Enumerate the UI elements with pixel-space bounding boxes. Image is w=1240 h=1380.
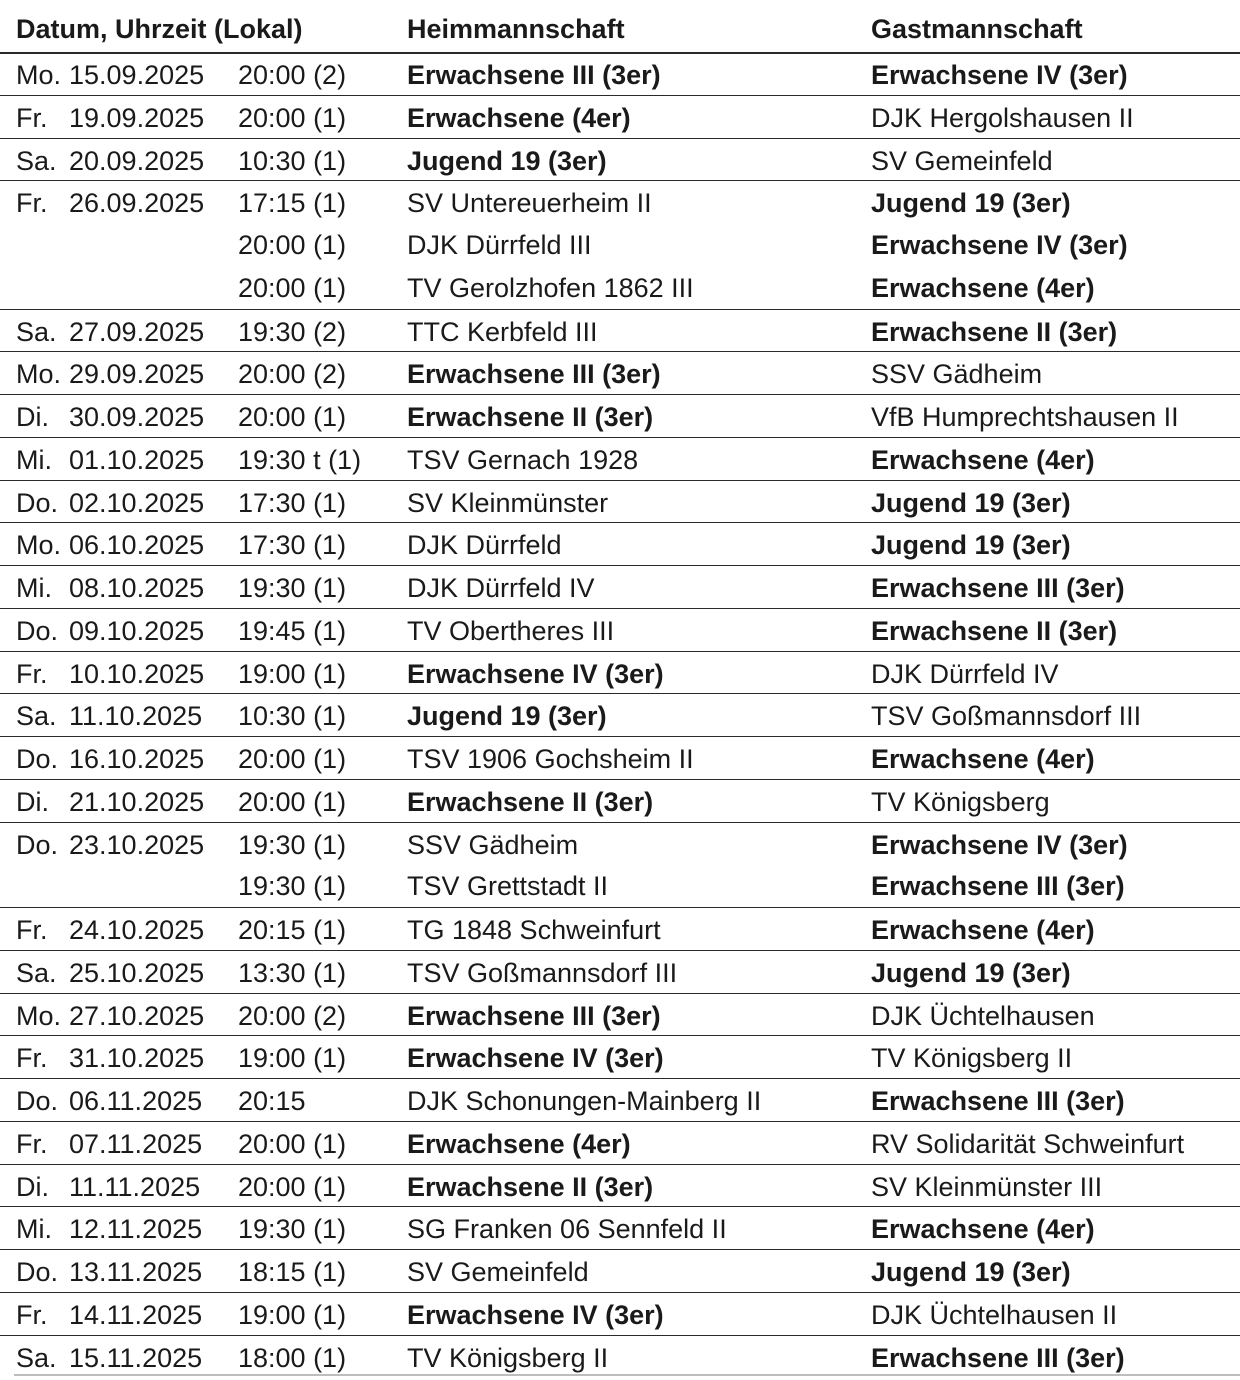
match-date: 07.11.2025 — [69, 1128, 203, 1159]
table-row — [0, 736, 1240, 779]
match-day: Fr. — [16, 102, 48, 133]
match-time: 20:00 (1) — [238, 1128, 347, 1159]
match-date: 20.09.2025 — [69, 145, 205, 176]
match-day: Do. — [16, 744, 59, 774]
home-team: TV Königsberg II — [407, 1342, 609, 1373]
match-day: Sa. — [16, 701, 57, 732]
match-date: 09.10.2025 — [69, 615, 205, 646]
table-row — [0, 138, 1240, 181]
match-date: 24.10.2025 — [69, 915, 205, 945]
match-date: 15.11.2025 — [69, 1342, 203, 1373]
table-row — [0, 693, 1240, 736]
match-day: Fr. — [16, 188, 48, 219]
match-date: 19.09.2025 — [69, 102, 205, 133]
match-date: 31.10.2025 — [69, 1043, 205, 1074]
guest-team: DJK Dürrfeld IV — [871, 658, 1059, 689]
match-day: Do. — [16, 1086, 59, 1116]
match-day: Fr. — [16, 915, 48, 945]
table-row — [0, 52, 1240, 95]
home-team: TV Obertheres III — [407, 615, 615, 646]
match-time: 20:15 — [238, 1086, 306, 1116]
match-date: 21.10.2025 — [69, 786, 205, 817]
match-time: 19:30 (1) — [238, 871, 347, 902]
match-day: Fr. — [16, 1128, 48, 1159]
match-date: 10.10.2025 — [69, 658, 205, 689]
table-row — [0, 309, 1240, 352]
match-time: 20:00 (1) — [238, 402, 347, 432]
match-day: Sa. — [16, 957, 57, 988]
home-team: DJK Schonungen-Mainberg II — [407, 1086, 762, 1116]
home-team: Erwachsene (4er) — [407, 1128, 631, 1159]
table-row — [0, 608, 1240, 651]
match-date: 02.10.2025 — [69, 487, 205, 518]
match-day: Mi. — [16, 573, 52, 603]
match-time: 17:15 (1) — [238, 188, 347, 219]
guest-team: SSV Gädheim — [871, 359, 1043, 390]
table-row — [0, 1335, 1240, 1378]
guest-team: Erwachsene IV (3er) — [871, 829, 1128, 860]
table-row — [0, 1206, 1240, 1249]
match-date: 06.10.2025 — [69, 530, 205, 561]
table-row — [0, 394, 1240, 437]
match-time: 10:30 (1) — [238, 145, 347, 176]
match-date: 12.11.2025 — [69, 1214, 203, 1245]
table-row — [0, 180, 1240, 223]
match-day: Sa. — [16, 145, 57, 176]
match-time: 20:00 (1) — [238, 1171, 347, 1202]
match-time: 20:00 (1) — [238, 230, 347, 260]
guest-team: Erwachsene III (3er) — [871, 871, 1125, 902]
match-time: 17:30 (1) — [238, 530, 347, 561]
guest-team: Erwachsene IV (3er) — [871, 230, 1128, 260]
guest-team: TSV Goßmannsdorf III — [871, 701, 1142, 732]
home-team: SV Gemeinfeld — [407, 1257, 589, 1287]
home-team: Jugend 19 (3er) — [407, 701, 607, 732]
home-team: Erwachsene III (3er) — [407, 60, 661, 90]
guest-team: Erwachsene (4er) — [871, 915, 1095, 945]
match-day: Mo. — [16, 530, 62, 561]
guest-team: Erwachsene (4er) — [871, 444, 1095, 475]
home-team: SV Untereuerheim II — [407, 188, 652, 219]
home-team: Erwachsene IV (3er) — [407, 1043, 664, 1074]
match-date: 11.10.2025 — [69, 701, 203, 732]
match-time: 20:00 (1) — [238, 102, 347, 133]
guest-team: DJK Hergolshausen II — [871, 102, 1134, 133]
guest-team: VfB Humprechtshausen II — [871, 402, 1179, 432]
home-team: Erwachsene III (3er) — [407, 359, 661, 390]
guest-team: Erwachsene (4er) — [871, 1214, 1095, 1245]
guest-team: Erwachsene (4er) — [871, 272, 1095, 303]
guest-team: SV Gemeinfeld — [871, 145, 1053, 176]
match-date: 13.11.2025 — [69, 1257, 203, 1287]
header-date-time: Datum, Uhrzeit (Lokal) — [16, 14, 303, 44]
match-day: Mo. — [16, 60, 62, 90]
table-row — [0, 1035, 1240, 1078]
guest-team: Jugend 19 (3er) — [871, 188, 1071, 219]
match-day: Do. — [16, 615, 59, 646]
match-date: 23.10.2025 — [69, 829, 205, 860]
match-date: 27.10.2025 — [69, 1000, 205, 1031]
match-time: 19:30 (1) — [238, 573, 347, 603]
table-row — [0, 950, 1240, 993]
guest-team: RV Solidarität Schweinfurt — [871, 1128, 1185, 1159]
match-day: Mo. — [16, 359, 62, 390]
schedule-table — [0, 52, 1240, 1377]
match-time: 19:00 (1) — [238, 1043, 347, 1074]
guest-team: Erwachsene III (3er) — [871, 1342, 1125, 1373]
match-time: 18:00 (1) — [238, 1342, 347, 1373]
guest-team: DJK Üchtelhausen — [871, 1000, 1095, 1031]
guest-team: SV Kleinmünster III — [871, 1171, 1103, 1202]
home-team: TTC Kerbfeld III — [407, 316, 598, 347]
match-time: 19:30 (1) — [238, 829, 347, 860]
match-time: 20:00 (1) — [238, 786, 347, 817]
table-bottom-divider — [14, 1374, 1240, 1376]
guest-team: Jugend 19 (3er) — [871, 1257, 1071, 1287]
match-day: Mi. — [16, 1214, 52, 1245]
match-day: Fr. — [16, 658, 48, 689]
home-team: Erwachsene II (3er) — [407, 402, 654, 432]
match-date: 15.09.2025 — [69, 60, 205, 90]
table-row — [0, 864, 1240, 907]
match-date: 01.10.2025 — [69, 444, 205, 475]
match-date: 08.10.2025 — [69, 573, 205, 603]
match-time: 20:00 (2) — [238, 359, 347, 390]
guest-team: DJK Üchtelhausen II — [871, 1299, 1118, 1330]
home-team: TV Gerolzhofen 1862 III — [407, 272, 694, 303]
guest-team: Erwachsene II (3er) — [871, 615, 1118, 646]
match-time: 19:00 (1) — [238, 1299, 347, 1330]
home-team: SSV Gädheim — [407, 829, 579, 860]
table-row — [0, 522, 1240, 565]
match-day: Di. — [16, 1171, 49, 1202]
match-time: 19:30 (2) — [238, 316, 347, 347]
match-date: 25.10.2025 — [69, 957, 205, 988]
match-day: Mi. — [16, 444, 52, 475]
guest-team: Erwachsene III (3er) — [871, 1086, 1125, 1116]
match-date: 16.10.2025 — [69, 744, 205, 774]
match-date: 26.09.2025 — [69, 188, 205, 219]
guest-team: Erwachsene IV (3er) — [871, 60, 1128, 90]
guest-team: Erwachsene (4er) — [871, 744, 1095, 774]
match-time: 18:15 (1) — [238, 1257, 347, 1287]
match-day: Sa. — [16, 1342, 57, 1373]
match-time: 20:00 (1) — [238, 272, 347, 303]
table-header — [0, 8, 1240, 54]
table-row — [0, 779, 1240, 822]
home-team: TSV 1906 Gochsheim II — [407, 744, 694, 774]
table-row — [0, 1164, 1240, 1207]
home-team: Erwachsene III (3er) — [407, 1000, 661, 1031]
home-team: Erwachsene IV (3er) — [407, 658, 664, 689]
match-time: 20:00 (1) — [238, 744, 347, 774]
match-date: 06.11.2025 — [69, 1086, 203, 1116]
match-date: 27.09.2025 — [69, 316, 205, 347]
match-day: Fr. — [16, 1043, 48, 1074]
match-day: Do. — [16, 487, 59, 518]
match-date: 29.09.2025 — [69, 359, 205, 390]
table-row — [0, 95, 1240, 138]
home-team: DJK Dürrfeld III — [407, 230, 592, 260]
match-date: 14.11.2025 — [69, 1299, 203, 1330]
table-row — [0, 907, 1240, 950]
home-team: DJK Dürrfeld — [407, 530, 562, 561]
match-time: 19:45 (1) — [238, 615, 347, 646]
guest-team: Erwachsene II (3er) — [871, 316, 1118, 347]
table-row — [0, 223, 1240, 266]
table-row — [0, 1249, 1240, 1292]
home-team: DJK Dürrfeld IV — [407, 573, 595, 603]
home-team: Erwachsene II (3er) — [407, 786, 654, 817]
guest-team: TV Königsberg — [871, 786, 1050, 817]
guest-team: Jugend 19 (3er) — [871, 530, 1071, 561]
home-team: Jugend 19 (3er) — [407, 145, 607, 176]
match-day: Sa. — [16, 316, 57, 347]
home-team: TG 1848 Schweinfurt — [407, 915, 661, 945]
guest-team: TV Königsberg II — [871, 1043, 1073, 1074]
guest-team: Jugend 19 (3er) — [871, 487, 1071, 518]
table-row — [0, 1078, 1240, 1121]
match-time: 19:30 t (1) — [238, 444, 362, 475]
home-team: TSV Goßmannsdorf III — [407, 957, 678, 988]
match-time: 20:00 (2) — [238, 60, 347, 90]
match-date: 11.11.2025 — [69, 1171, 201, 1202]
home-team: Erwachsene (4er) — [407, 102, 631, 133]
home-team: SV Kleinmünster — [407, 487, 609, 518]
table-row — [0, 437, 1240, 480]
match-day: Do. — [16, 829, 59, 860]
home-team: Erwachsene IV (3er) — [407, 1299, 664, 1330]
match-day: Mo. — [16, 1000, 62, 1031]
home-team: SG Franken 06 Sennfeld II — [407, 1214, 727, 1245]
guest-team: Erwachsene III (3er) — [871, 573, 1125, 603]
home-team: Erwachsene II (3er) — [407, 1171, 654, 1202]
match-time: 19:00 (1) — [238, 658, 347, 689]
match-time: 13:30 (1) — [238, 957, 347, 988]
home-team: TSV Grettstadt II — [407, 871, 609, 902]
match-day: Fr. — [16, 1299, 48, 1330]
match-time: 20:15 (1) — [238, 915, 347, 945]
table-row — [0, 1121, 1240, 1164]
home-team: TSV Gernach 1928 — [407, 444, 639, 475]
table-row — [0, 993, 1240, 1036]
header-home-team: Heimmannschaft — [407, 14, 625, 44]
table-row — [0, 266, 1240, 309]
match-day: Do. — [16, 1257, 59, 1287]
match-time: 10:30 (1) — [238, 701, 347, 732]
match-date: 30.09.2025 — [69, 402, 205, 432]
table-row — [0, 480, 1240, 523]
match-time: 20:00 (2) — [238, 1000, 347, 1031]
match-day: Di. — [16, 402, 49, 432]
header-guest-team: Gastmannschaft — [871, 14, 1083, 44]
match-time: 17:30 (1) — [238, 487, 347, 518]
match-day: Di. — [16, 786, 49, 817]
table-row — [0, 822, 1240, 865]
guest-team: Jugend 19 (3er) — [871, 957, 1071, 988]
table-row — [0, 1292, 1240, 1335]
table-row — [0, 565, 1240, 608]
table-row — [0, 351, 1240, 394]
match-time: 19:30 (1) — [238, 1214, 347, 1245]
table-row — [0, 651, 1240, 694]
